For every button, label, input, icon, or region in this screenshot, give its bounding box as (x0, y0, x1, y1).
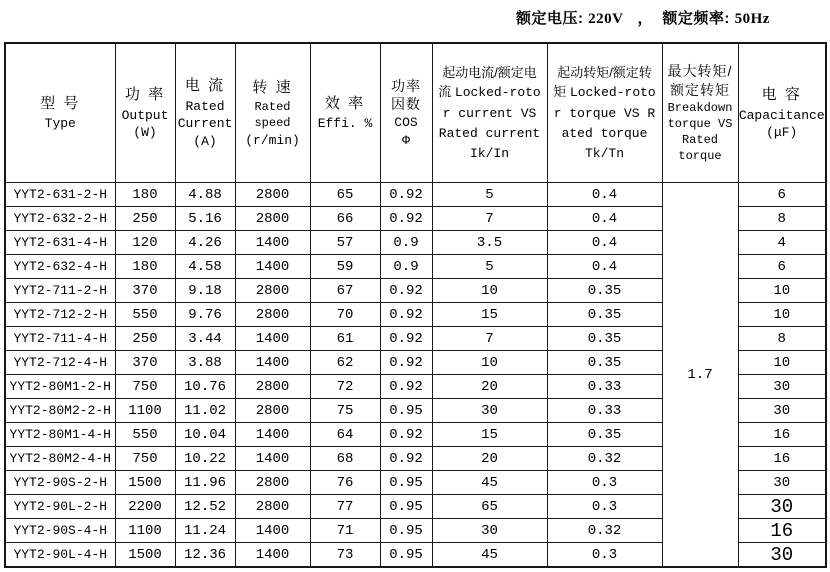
cell-ik-in: 15 (432, 303, 547, 327)
cell-efficiency: 64 (310, 423, 380, 447)
cell-capacitance: 10 (738, 351, 826, 375)
cell-speed: 2800 (235, 399, 310, 423)
cell-efficiency: 61 (310, 327, 380, 351)
cell-efficiency: 75 (310, 399, 380, 423)
cell-capacitance: 30 (738, 471, 826, 495)
cell-speed: 1400 (235, 255, 310, 279)
cell-output: 180 (115, 183, 175, 207)
output-label-en: Output (121, 107, 169, 123)
cell-output: 370 (115, 351, 175, 375)
cell-output: 550 (115, 423, 175, 447)
cell-capacitance: 6 (738, 255, 826, 279)
tk-tn-ratio: Tk/Tn (584, 145, 624, 161)
cell-ik-in: 10 (432, 279, 547, 303)
cell-cos-phi: 0.92 (380, 351, 432, 375)
speed-label-en2: speed (254, 116, 291, 131)
cell-tk-tn: 0.3 (547, 495, 662, 519)
cell-tk-tn: 0.33 (547, 375, 662, 399)
cell-current: 10.22 (175, 447, 235, 471)
cell-speed: 2800 (235, 183, 310, 207)
cell-ik-in: 15 (432, 423, 547, 447)
table-header (5, 43, 826, 183)
cell-cos-phi: 0.92 (380, 183, 432, 207)
ik-in-label-zh: 起动电流/额定电流 (438, 64, 537, 100)
cell-type: YYT2-90S-4-H (5, 519, 115, 543)
cell-ik-in: 20 (432, 447, 547, 471)
phi-symbol: Φ (402, 132, 410, 148)
cell-tk-tn: 0.3 (547, 543, 662, 568)
cell-ik-in: 45 (432, 543, 547, 568)
col-header-cos-phi (380, 43, 432, 183)
cell-ik-in: 10 (432, 351, 547, 375)
current-label-en1: Rated (185, 98, 225, 114)
cell-breakdown-torque: 1.7 (662, 183, 738, 568)
speed-unit: (r/min) (245, 132, 300, 148)
cos-phi-label-zh1: 功率 (391, 77, 421, 94)
cell-type: YYT2-632-4-H (5, 255, 115, 279)
cell-efficiency: 72 (310, 375, 380, 399)
cell-output: 550 (115, 303, 175, 327)
capacitance-label-zh: 电 容 (761, 86, 802, 104)
cell-output: 1500 (115, 471, 175, 495)
col-header-output (115, 43, 175, 183)
capacitance-label-en: Capacitance (738, 107, 825, 123)
cell-cos-phi: 0.92 (380, 327, 432, 351)
cell-type: YYT2-631-2-H (5, 183, 115, 207)
rated-frequency-label: 额定频率: (662, 10, 730, 27)
cell-efficiency: 65 (310, 183, 380, 207)
cell-current: 3.44 (175, 327, 235, 351)
cell-efficiency: 76 (310, 471, 380, 495)
tk-tn-label-zh: 起动转矩/额定转矩 (553, 64, 652, 100)
cell-speed: 2800 (235, 471, 310, 495)
cell-tk-tn: 0.32 (547, 447, 662, 471)
cell-efficiency: 77 (310, 495, 380, 519)
cell-output: 370 (115, 279, 175, 303)
cell-ik-in: 3.5 (432, 231, 547, 255)
col-header-efficiency (310, 43, 380, 183)
cell-current: 3.88 (175, 351, 235, 375)
cell-current: 4.88 (175, 183, 235, 207)
cell-tk-tn: 0.35 (547, 327, 662, 351)
cell-speed: 1400 (235, 543, 310, 568)
cell-type: YYT2-90S-2-H (5, 471, 115, 495)
col-header-breakdown (662, 43, 738, 183)
cell-ik-in: 7 (432, 327, 547, 351)
cell-current: 11.96 (175, 471, 235, 495)
cell-speed: 1400 (235, 423, 310, 447)
cell-tk-tn: 0.35 (547, 351, 662, 375)
cell-capacitance: 30 (738, 399, 826, 423)
cell-cos-phi: 0.95 (380, 519, 432, 543)
cell-capacitance: 16 (738, 423, 826, 447)
col-header-type (5, 43, 115, 183)
cell-current: 9.76 (175, 303, 235, 327)
cell-capacitance: 16 (738, 447, 826, 471)
rated-voltage-label: 额定电压: (516, 10, 584, 27)
efficiency-label-en: Effi. % (317, 116, 373, 132)
cell-capacitance: 10 (738, 279, 826, 303)
cell-ik-in: 7 (432, 207, 547, 231)
current-unit: (A) (193, 134, 217, 150)
cell-current: 10.76 (175, 375, 235, 399)
cell-current: 11.24 (175, 519, 235, 543)
ik-in-ratio: Ik/In (469, 145, 509, 161)
cell-output: 1500 (115, 543, 175, 568)
cell-speed: 2800 (235, 207, 310, 231)
cell-type: YYT2-711-4-H (5, 327, 115, 351)
type-label-zh: 型 号 (40, 94, 81, 112)
cell-output: 2200 (115, 495, 175, 519)
cell-cos-phi: 0.92 (380, 375, 432, 399)
cell-type: YYT2-632-2-H (5, 207, 115, 231)
col-header-speed (235, 43, 310, 183)
cell-current: 12.36 (175, 543, 235, 568)
current-label-zh: 电 流 (184, 77, 226, 95)
cell-efficiency: 68 (310, 447, 380, 471)
cell-speed: 2800 (235, 279, 310, 303)
breakdown-label-en: Breakdown torque VS Rated torque (667, 100, 733, 164)
cell-tk-tn: 0.4 (547, 183, 662, 207)
cell-type: YYT2-712-4-H (5, 351, 115, 375)
cell-cos-phi: 0.92 (380, 303, 432, 327)
comma-separator: ， (637, 10, 654, 27)
cell-output: 120 (115, 231, 175, 255)
cos-phi-label-en: COS (394, 115, 418, 131)
cell-cos-phi: 0.92 (380, 207, 432, 231)
cell-efficiency: 59 (310, 255, 380, 279)
cell-speed: 1400 (235, 231, 310, 255)
cell-efficiency: 67 (310, 279, 380, 303)
cell-capacitance: 16 (738, 519, 826, 543)
cell-tk-tn: 0.3 (547, 471, 662, 495)
cell-efficiency: 57 (310, 231, 380, 255)
cell-efficiency: 73 (310, 543, 380, 568)
cell-type: YYT2-711-2-H (5, 279, 115, 303)
cell-capacitance: 30 (738, 375, 826, 399)
output-unit: (W) (133, 125, 157, 141)
cell-output: 1100 (115, 399, 175, 423)
cell-ik-in: 30 (432, 519, 547, 543)
cell-tk-tn: 0.32 (547, 519, 662, 543)
cell-output: 750 (115, 375, 175, 399)
cell-efficiency: 70 (310, 303, 380, 327)
cell-cos-phi: 0.95 (380, 495, 432, 519)
cell-cos-phi: 0.9 (380, 255, 432, 279)
cell-cos-phi: 0.95 (380, 471, 432, 495)
cos-phi-label-zh2: 因数 (391, 96, 421, 113)
cell-output: 250 (115, 207, 175, 231)
tk-tn-label-en: Locked-rotor torque VS Rated torque (553, 85, 656, 142)
cell-ik-in: 5 (432, 183, 547, 207)
cell-speed: 1400 (235, 327, 310, 351)
cell-capacitance: 30 (738, 543, 826, 568)
cell-tk-tn: 0.4 (547, 207, 662, 231)
output-label-zh: 功 率 (124, 86, 166, 104)
ik-in-label (433, 63, 547, 164)
cell-tk-tn: 0.35 (547, 423, 662, 447)
cell-efficiency: 71 (310, 519, 380, 543)
cell-type: YYT2-80M2-2-H (5, 399, 115, 423)
cell-cos-phi: 0.92 (380, 279, 432, 303)
cell-speed: 2800 (235, 303, 310, 327)
capacitance-unit: (μF) (766, 125, 798, 141)
cell-output: 180 (115, 255, 175, 279)
cell-type: YYT2-90L-2-H (5, 495, 115, 519)
ratings-annotation (516, 7, 770, 28)
col-header-tk-tn (547, 43, 662, 183)
cell-cos-phi: 0.9 (380, 231, 432, 255)
cell-output: 750 (115, 447, 175, 471)
efficiency-label-zh: 效 率 (324, 94, 366, 112)
table-row (5, 183, 826, 207)
cell-capacitance: 6 (738, 183, 826, 207)
cell-cos-phi: 0.92 (380, 447, 432, 471)
cell-type: YYT2-80M2-4-H (5, 447, 115, 471)
cell-cos-phi: 0.95 (380, 543, 432, 568)
cell-ik-in: 20 (432, 375, 547, 399)
cell-current: 10.04 (175, 423, 235, 447)
cell-ik-in: 5 (432, 255, 547, 279)
cell-tk-tn: 0.35 (547, 279, 662, 303)
cell-speed: 2800 (235, 495, 310, 519)
cell-current: 9.18 (175, 279, 235, 303)
header-row (5, 43, 826, 183)
rated-voltage-value: 220V (588, 11, 624, 27)
cell-current: 5.16 (175, 207, 235, 231)
cell-tk-tn: 0.4 (547, 231, 662, 255)
cell-tk-tn: 0.33 (547, 399, 662, 423)
cell-speed: 2800 (235, 375, 310, 399)
cell-speed: 1400 (235, 519, 310, 543)
cell-current: 4.58 (175, 255, 235, 279)
cell-current: 11.02 (175, 399, 235, 423)
cell-tk-tn: 0.35 (547, 303, 662, 327)
cell-tk-tn: 0.4 (547, 255, 662, 279)
cell-capacitance: 4 (738, 231, 826, 255)
cell-type: YYT2-80M1-2-H (5, 375, 115, 399)
cell-current: 4.26 (175, 231, 235, 255)
cell-current: 12.52 (175, 495, 235, 519)
breakdown-label-zh: 最大转矩/额定转矩 (667, 62, 733, 98)
cell-capacitance: 30 (738, 495, 826, 519)
cell-capacitance: 8 (738, 327, 826, 351)
table-body (5, 183, 826, 568)
cell-output: 250 (115, 327, 175, 351)
col-header-ik-in (432, 43, 547, 183)
current-label-en2: Current (177, 116, 233, 132)
speed-label-zh: 转 速 (252, 78, 293, 96)
cell-efficiency: 66 (310, 207, 380, 231)
cell-type: YYT2-90L-4-H (5, 543, 115, 568)
cell-type: YYT2-631-4-H (5, 231, 115, 255)
cell-ik-in: 30 (432, 399, 547, 423)
cell-capacitance: 10 (738, 303, 826, 327)
cell-type: YYT2-712-2-H (5, 303, 115, 327)
tk-tn-label (548, 63, 662, 164)
cell-efficiency: 62 (310, 351, 380, 375)
speed-label-en1: Rated (254, 100, 291, 115)
cell-cos-phi: 0.95 (380, 399, 432, 423)
cell-speed: 1400 (235, 351, 310, 375)
rated-frequency-value: 50Hz (734, 11, 770, 27)
type-label-en: Type (44, 116, 76, 132)
cell-ik-in: 45 (432, 471, 547, 495)
col-header-capacitance (738, 43, 826, 183)
cell-capacitance: 8 (738, 207, 826, 231)
cell-output: 1100 (115, 519, 175, 543)
cell-ik-in: 65 (432, 495, 547, 519)
ik-in-label-en: Locked-rotor current VS Rated current (438, 85, 541, 142)
cell-type: YYT2-80M1-4-H (5, 423, 115, 447)
cell-speed: 1400 (235, 447, 310, 471)
col-header-current (175, 43, 235, 183)
motor-spec-table (4, 42, 827, 568)
cell-cos-phi: 0.92 (380, 423, 432, 447)
